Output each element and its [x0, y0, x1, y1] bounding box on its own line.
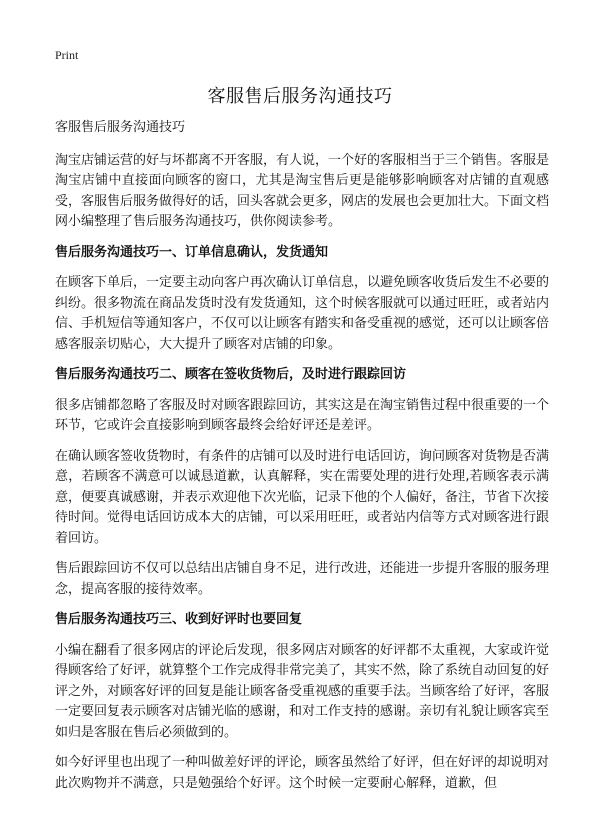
section-3-paragraph-1: 小编在翻看了很多网店的评论后发现，很多网店对顾客的好评都不太重视，大家或许觉得顾客给了好评，就算整个工作完成得非常完美了，其实不然，除了系统自动回复的好评之外，对顾客好评的回复是能让顾客备受重视感的重要手法。当顾客给了好评，客服一定要回复表示顾客对店铺光临的感谢，和对工作支持的感谢。亲切有礼貌让顾客宾至如归是客服在售后必须做到的。 [55, 642, 550, 740]
section-1-paragraph: 在顾客下单后，一定要主动向客户再次确认订单信息，以避免顾客收货后发生不必要的纠纷。很多物流在商品发货时没有发货通知，这个时候客服就可以通过旺旺，或者站内信、手机短信等通知客户，不仅可以让顾客有踏实和备受重视的感觉，还可以让顾客倍感客服亲切贴心，大大提升了顾客对店铺的印象。 [55, 275, 550, 352]
section-2-paragraph-3: 售后跟踪回访不仅可以总结出店铺自身不足，进行改进，还能进一步提升客服的服务理念，提高客服的接待效率。 [55, 561, 550, 597]
intro-paragraph: 淘宝店铺运营的好与坏都离不开客服，有人说，一个好的客服相当于三个销售。客服是淘宝店铺中直接面向顾客的窗口，尤其是淘宝售后更是能够影响顾客对店铺的直观感受，客服售后服务做得好的话，回头客就会更多，网店的发展也会更加壮大。下面文档网小编整理了售后服务沟通技巧，供你阅读参考。 [55, 152, 550, 229]
section-1-heading: 售后服务沟通技巧一、订单信息确认，发货通知 [55, 244, 329, 260]
section-2-heading: 售后服务沟通技巧二、顾客在签收货物后，及时进行跟踪回访 [55, 367, 407, 382]
section-3-paragraph-2: 如今好评里也出现了一种叫做差好评的评论，顾客虽然给了好评，但在好评的却说明对此次购物并不满意，只是勉强给个好评。这个时候一定要耐心解释，道歉，但 [55, 755, 550, 791]
article-body [55, 118, 549, 804]
print-link[interactable]: Print [55, 48, 79, 62]
article-subtitle: 客服售后服务沟通技巧 [55, 120, 186, 135]
page-title: 客服售后服务沟通技巧 [207, 86, 393, 107]
section-2-paragraph-2: 在确认顾客签收货物时，有条件的店铺可以及时进行电话回访，询问顾客对货物是否满意，若顾客不满意可以诚恳道歉，认真解释，实在需要处理的进行处理,若顾客表示满意，便要真诚感谢，并表示欢迎他下次光临，记录下他的个人偏好，备注，节省下次接待时间。觉得电话回访成本大的店铺，可以采用旺旺，或者站内信等方式对顾客进行跟着回访。 [55, 448, 550, 546]
section-3-heading: 售后服务沟通技巧三、收到好评时也要回复 [55, 612, 303, 627]
section-2-paragraph-1: 很多店铺都忽略了客服及时对顾客跟踪回访，其实这是在淘宝销售过程中很重要的一个环节，它或许会直接影响到顾客最终会给好评还是差评。 [55, 397, 550, 433]
